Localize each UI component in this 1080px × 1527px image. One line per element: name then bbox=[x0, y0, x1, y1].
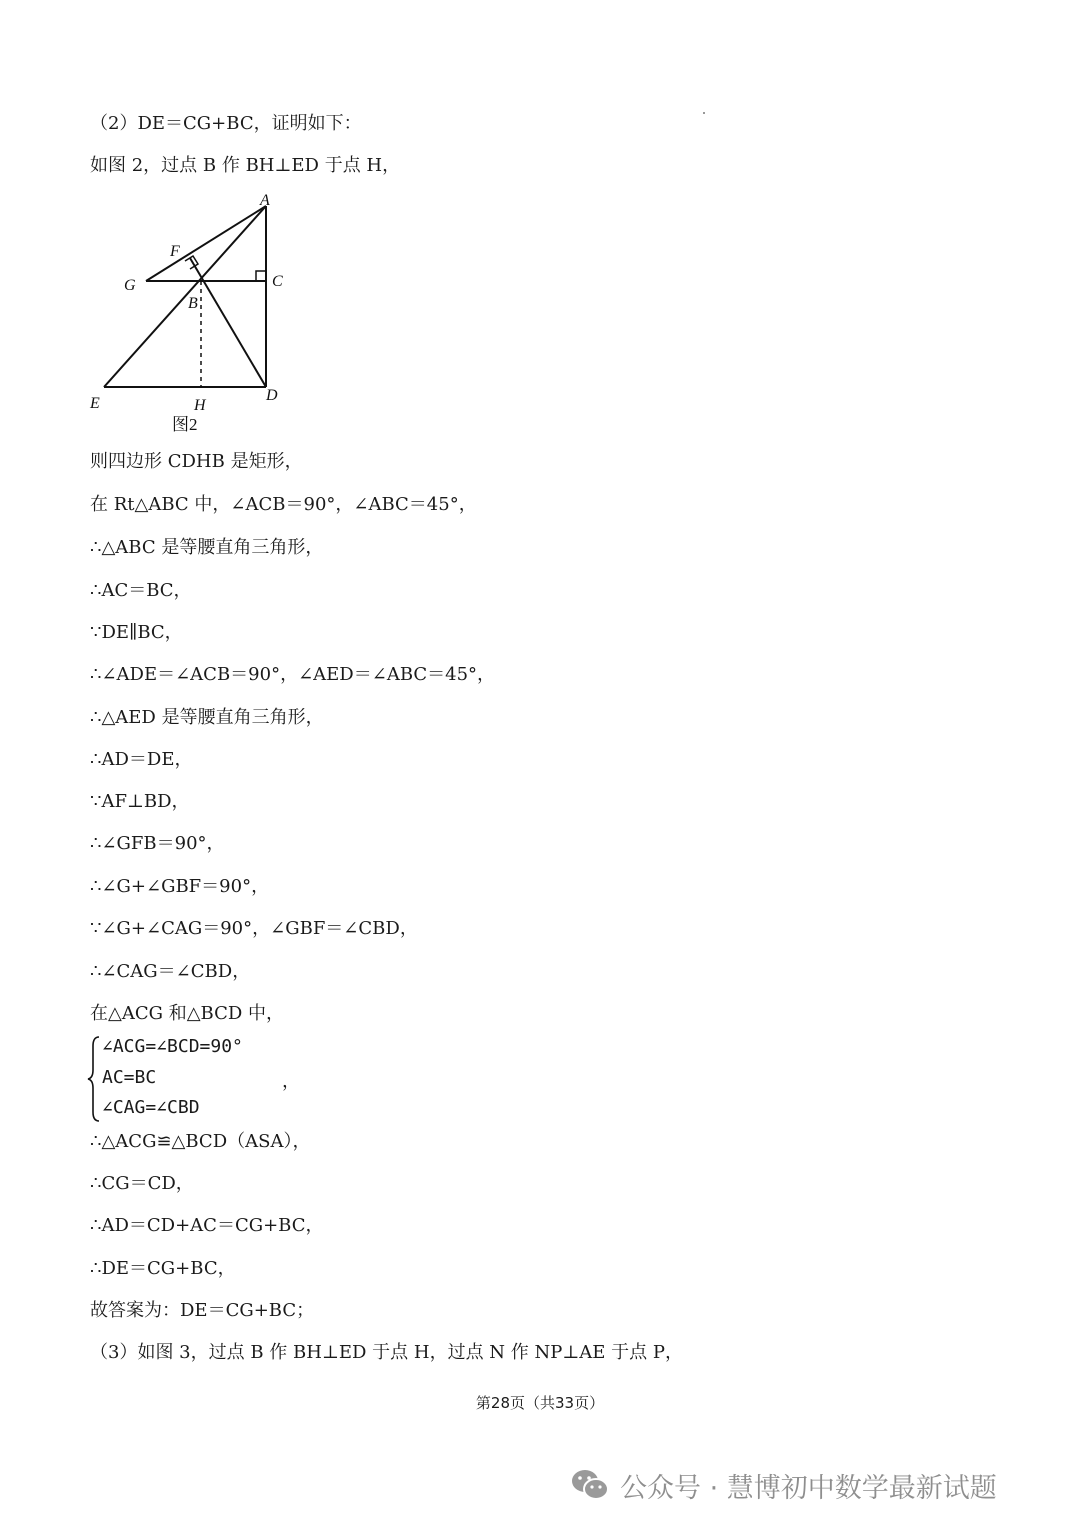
label-E: E bbox=[90, 395, 100, 412]
line-15: 在△ACG 和△BCD 中， bbox=[90, 1003, 285, 1024]
line-7: ∴∠ADE＝∠ACB＝90°，∠AED＝∠ABC＝45°， bbox=[90, 664, 496, 685]
left-brace-icon bbox=[86, 1034, 102, 1124]
equation-3: ∠CAG=∠CBD bbox=[102, 1097, 200, 1118]
equation-system bbox=[86, 1034, 386, 1124]
line-11: ∴∠GFB＝90°， bbox=[90, 833, 225, 854]
label-H: H bbox=[194, 397, 206, 414]
line-14: ∴∠CAG＝∠CBD， bbox=[90, 961, 251, 982]
line-18: ∴AD＝CD+AC＝CG+BC， bbox=[90, 1215, 324, 1236]
line-3: 在 Rt△ABC 中，∠ACB＝90°，∠ABC＝45°， bbox=[90, 494, 477, 515]
line-4: ∴△ABC 是等腰直角三角形， bbox=[90, 537, 324, 558]
line-5: ∴AC＝BC， bbox=[90, 580, 192, 601]
stray-dot bbox=[703, 112, 705, 114]
line-21: （3）如图 3，过点 B 作 BH⊥ED 于点 H，过点 N 作 NP⊥AE 于点 P， bbox=[90, 1342, 683, 1363]
line-16: ∴△ACG≌△BCD（ASA）， bbox=[90, 1131, 311, 1152]
line-0: （2）DE＝CG+BC，证明如下： bbox=[90, 113, 362, 134]
line-10: ∵AF⊥BD， bbox=[90, 791, 190, 812]
line-17: ∴CG＝CD， bbox=[90, 1173, 194, 1194]
label-A: A bbox=[260, 192, 270, 209]
line-19: ∴DE＝CG+BC， bbox=[90, 1258, 236, 1279]
label-C: C bbox=[272, 273, 283, 290]
wechat-icon bbox=[570, 1468, 610, 1502]
line-20: 故答案为：DE＝CG+BC； bbox=[90, 1300, 315, 1321]
geometry-figure-2 bbox=[86, 188, 316, 438]
line-6: ∵DE∥BC， bbox=[90, 622, 183, 643]
line-1: 如图 2，过点 B 作 BH⊥ED 于点 H， bbox=[90, 155, 401, 176]
line-13: ∵∠G+∠CAG＝90°，∠GBF＝∠CBD， bbox=[90, 918, 418, 939]
line-2: 则四边形 CDHB 是矩形， bbox=[90, 451, 303, 472]
label-G: G bbox=[124, 277, 136, 294]
watermark-text: 公众号 · 慧博初中数学最新试题 bbox=[620, 1472, 997, 1504]
system-comma: ， bbox=[282, 1071, 300, 1092]
line-12: ∴∠G+∠GBF＝90°， bbox=[90, 876, 270, 897]
watermark bbox=[570, 1465, 997, 1505]
line-9: ∴AD＝DE， bbox=[90, 749, 193, 770]
label-B: B bbox=[188, 295, 198, 312]
figure-caption: 图2 bbox=[172, 415, 198, 434]
equation-2: AC=BC bbox=[102, 1067, 157, 1088]
label-F: F bbox=[170, 243, 180, 260]
equation-1: ∠ACG=∠BCD=90° bbox=[102, 1036, 243, 1057]
page-number: 第28页（共33页） bbox=[475, 1394, 605, 1412]
line-8: ∴△AED 是等腰直角三角形， bbox=[90, 707, 324, 728]
label-D: D bbox=[266, 387, 278, 404]
